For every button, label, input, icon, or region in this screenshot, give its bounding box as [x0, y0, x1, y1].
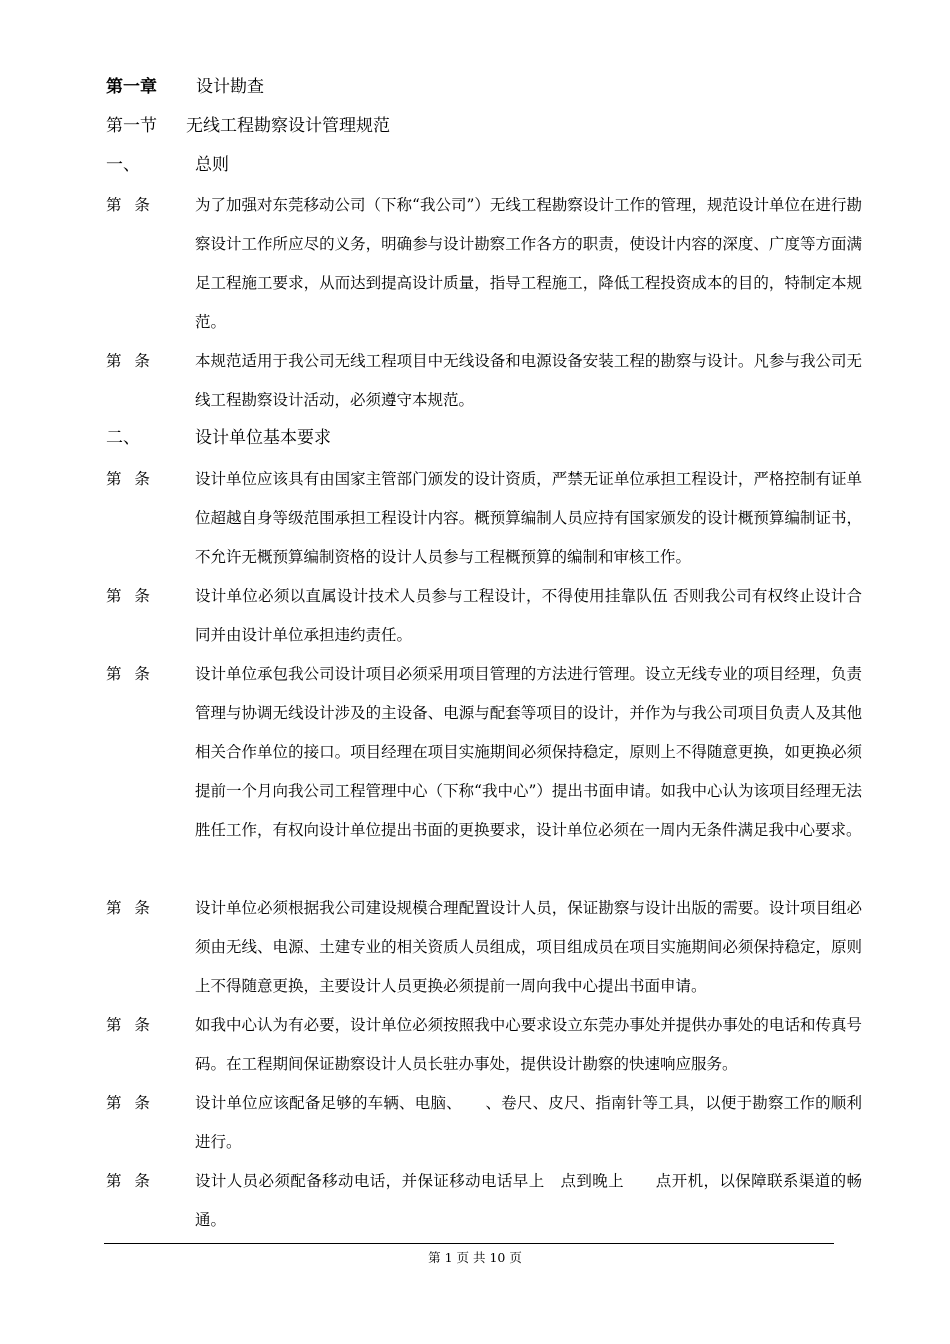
article-text: 设计单位应该具有由国家主管部门颁发的设计资质，严禁无证单位承担工程设计，严格控制有证单位超越自身等级范围承担工程设计内容。概预算编制人员应持有国家颁发的设计概预算编制证书，不允许无概预算编制资格的设计人员参与工程概预算的编制和审核工作。	[195, 470, 862, 566]
article-text: 如我中心认为有必要，设计单位必须按照我中心要求设立东莞办事处并提供办事处的电话和传真号码。在工程期间保证勘察设计人员长驻办事处，提供设计勘察的快速响应服务。	[195, 1016, 862, 1073]
section-title: 无线工程勘察设计管理规范	[186, 116, 390, 136]
article-label: 第 条	[106, 196, 154, 214]
subheading-general	[106, 152, 229, 178]
article-text: 设计单位必须根据我公司建设规模合理配置设计人员，保证勘察与设计出版的需要。设计项目组必须由无线、电源、土建专业的相关资质人员组成，项目组成员在项目实施期间必须保持稳定，原则上不得随意更换，主要设计人员更换必须提前一周向我中心提出书面申请。	[195, 899, 862, 995]
chapter-label: 第一章	[106, 77, 157, 97]
article-text: 为了加强对东莞移动公司（下称“我公司”）无线工程勘察设计工作的管理，规范设计单位在进行勘察设计工作所应尽的义务，明确参与设计勘察工作各方的职责，使设计内容的深度、广度等方面满足工程施工要求，从而达到提高设计质量，指导工程施工，降低工程投资成本的目的，特制定本规范。	[195, 196, 862, 331]
article-label: 第 条	[106, 470, 154, 488]
article-label: 第 条	[106, 1094, 154, 1112]
section-heading	[106, 113, 390, 139]
subheading-number: 二、	[106, 428, 140, 448]
subheading-title: 设计单位基本要求	[195, 428, 331, 448]
subheading-title: 总则	[195, 155, 229, 175]
article-text: 本规范适用于我公司无线工程项目中无线设备和电源设备安装工程的勘察与设计。凡参与我公司无线工程勘察设计活动，必须遵守本规范。	[195, 352, 862, 409]
article-text: 设计单位承包我公司设计项目必须采用项目管理的方法进行管理。设立无线专业的项目经理，负责管理与协调无线设计涉及的主设备、电源与配套等项目的设计，并作为与我公司项目负责人及其他相关合作单位的接口。项目经理在项目实施期间必须保持稳定，原则上不得随意更换，如更换必须提前一个月向我公司工程管理中心（下称“我中心”）提出书面申请。如我中心认为该项目经理无法胜任工作，有权向设计单位提出书面的更换要求，设计单位必须在一周内无条件满足我中心要求。	[195, 665, 862, 839]
page-number-footer: 第 1 页 共 10 页	[428, 1250, 522, 1265]
footer-divider	[104, 1243, 834, 1244]
article-label: 第 条	[106, 1016, 154, 1034]
chapter-title: 设计勘查	[196, 77, 264, 97]
article-label: 第 条	[106, 587, 154, 605]
article-label: 第 条	[106, 665, 154, 683]
subheading-number: 一、	[106, 155, 140, 175]
article-text: 设计人员必须配备移动电话，并保证移动电话早上 点到晚上 点开机，以保障联系渠道的畅通。	[195, 1172, 862, 1229]
article-text: 设计单位必须以直属设计技术人员参与工程设计，不得使用挂靠队伍 否则我公司有权终止设计合同并由设计单位承担违约责任。	[195, 587, 862, 644]
article-label: 第 条	[106, 1172, 154, 1190]
section-label: 第一节	[106, 116, 157, 136]
article-label: 第 条	[106, 352, 154, 370]
subheading-requirements	[106, 425, 331, 451]
article-label: 第 条	[106, 899, 154, 917]
chapter-heading	[106, 74, 264, 100]
article-text: 设计单位应该配备足够的车辆、电脑、 、卷尺、皮尺、指南针等工具，以便于勘察工作的顺利进行。	[195, 1094, 862, 1151]
